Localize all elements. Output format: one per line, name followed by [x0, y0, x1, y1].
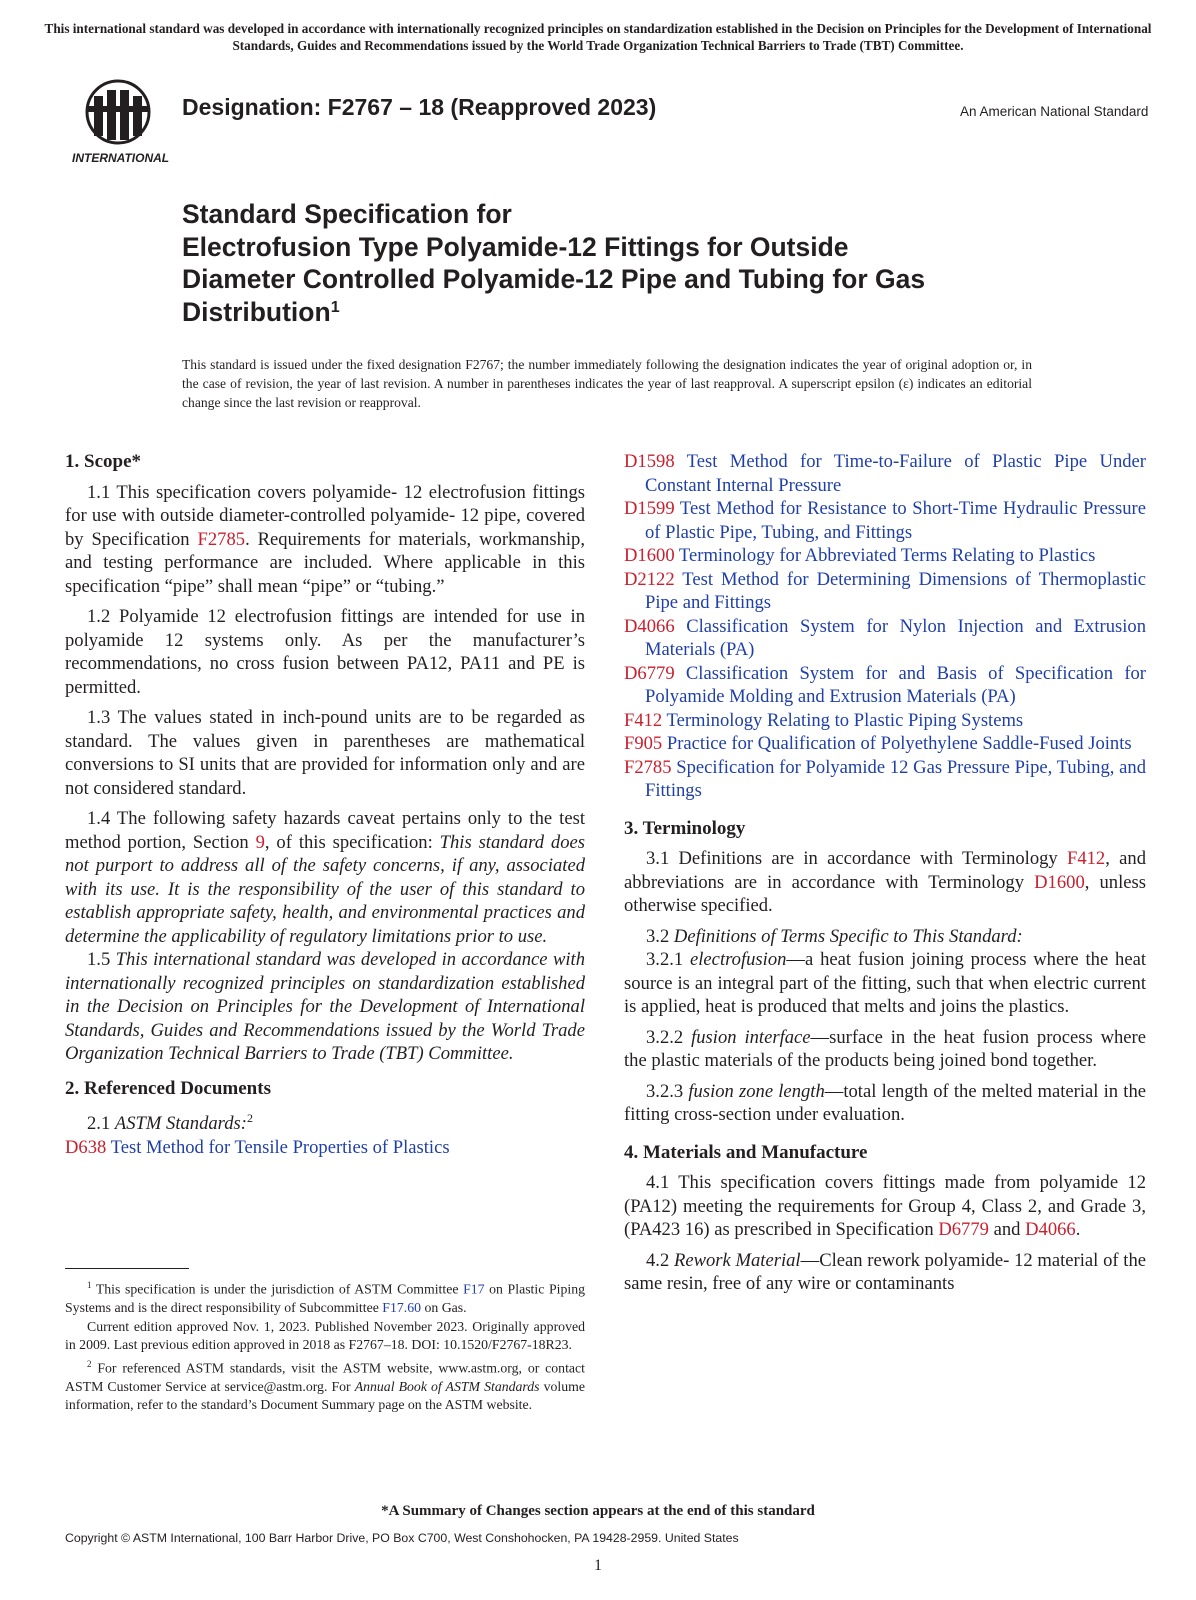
national-standard-label: An American National Standard — [960, 104, 1149, 119]
definition-3-2-2: 3.2.2 fusion interface—surface in the heat fusion process where the plastic materials of the products being joined bond together. — [624, 1026, 1146, 1071]
definition-3-2-1: 3.2.1 electrofusion—a heat fusion joining process where the heat source is an integral part of the fitting, such that when electric current is applied, heat is produced that melts and joins the plastics. — [624, 949, 1146, 1017]
title-footnote-mark: 1 — [330, 298, 340, 316]
section-heading-materials: 4. Materials and Manufacture — [624, 1141, 868, 1163]
ref-link[interactable]: 9 — [255, 831, 265, 853]
ref-item[interactable]: D4066 Classification System for Nylon Injection and Extrusion Materials (PA) — [624, 615, 1146, 660]
definition-3-2-3: 3.2.3 fusion zone length—total length of the melted material in the fitting cross-section under evaluation. — [624, 1080, 1146, 1125]
summary-of-changes-note: *A Summary of Changes section appears at the end of this standard — [381, 1503, 815, 1519]
page-number: 1 — [594, 1557, 602, 1574]
footnote-1: $^1$ This specification is under the jurisdiction of ASTM Committee F17 on Plastic Piping Systems and is the direct responsibility of Subcommittee F17.60 on Gas. — [65, 1280, 585, 1316]
ref-link[interactable]: F17 — [463, 1281, 485, 1297]
section-heading-scope: 1. Scope* — [65, 451, 141, 472]
ref-item[interactable]: F2785 Specification for Polyamide 12 Gas Pressure Pipe, Tubing, and Fittings — [624, 756, 1146, 801]
footnotes — [65, 1276, 585, 1415]
ref-item[interactable]: D2122 Test Method for Determining Dimensions of Thermoplastic Pipe and Fittings — [624, 568, 1146, 613]
paragraph-2-1: 2.1 ASTM Standards:$^2$ — [87, 1111, 253, 1135]
ref-link[interactable]: D1600 — [1034, 871, 1085, 893]
paragraph-1-3: 1.3 The values stated in inch-pound units are to be regarded as standard. The values given in parentheses are mathematical conversions to SI units that are provided for information only and are not considered standard. — [65, 707, 585, 799]
title-line: Standard Specification for — [182, 199, 512, 229]
section-heading-terminology: 3. Terminology — [624, 817, 746, 839]
title-line: Distribution$^1$ — [182, 296, 340, 327]
section-heading-referenced: 2. Referenced Documents — [65, 1077, 271, 1099]
astm-logo — [66, 76, 170, 168]
top-notice: This international standard was developed in accordance with internationally recognized principles on standardization established in the Decision on Principles for the Development of International Standards, Guides and Recommendations issued by the World Trade Organization Technical Barriers to Trade (TBT) Committee. — [44, 21, 1152, 53]
paragraph-3-2: 3.2 Definitions of Terms Specific to This Standard: — [646, 925, 1023, 947]
paragraph-1-4: 1.4 The following safety hazards caveat pertains only to the test method portion, Section 9, of this specification: This standard does not purport to address all of the safety concerns, if any, associated with its use. It is the responsibility of the user of this standard to establish appropriate safety, health, and environmental practices and determine the applicability of regulatory limitations prior to use. — [65, 808, 585, 947]
issue-note: This standard is issued under the fixed designation F2767; the number immediately following the designation indicates the year of original adoption or, in the case of revision, the year of last revision. A number in parentheses indicates the year of last reapproval. A superscript epsilon (ε) indicates an editorial change since the last revision or reapproval. — [182, 357, 1032, 410]
ref-link[interactable]: F2785 — [197, 528, 246, 550]
title-line: Electrofusion Type Polyamide-12 Fittings for Outside — [182, 231, 849, 262]
ref-item[interactable]: F905 Practice for Qualification of Polyethylene Saddle-Fused Joints — [624, 733, 1132, 754]
ref-item[interactable]: F412 Terminology Relating to Plastic Piping Systems — [624, 709, 1024, 731]
footnote-1-edition: Current edition approved Nov. 1, 2023. Published November 2023. Originally approved in 2009. Last previous edition approved in 2018 as F2767–18. DOI: 10.1520/F2767-18R23. — [65, 1318, 585, 1353]
copyright-line: Copyright © ASTM International, 100 Barr Harbor Drive, PO Box C700, West Conshohocken, PA 19428-2959. United States — [65, 1531, 739, 1545]
designation: Designation: F2767 – 18 (Reapproved 2023) — [182, 94, 657, 120]
paragraph-1-1: 1.1 This specification covers polyamide- 12 electrofusion fittings for use with outside diameter-controlled polyamide- 12 pipe, covered by Specification F2785. Requirements for materials, workmanship, and testing performance are included. Where applicable in this specification “pipe” shall mean “pipe” or “tubing.” — [65, 481, 585, 597]
paragraph-4-1: 4.1 This specification covers fittings made from polyamide 12 (PA12) meeting the requirements for Group 4, Class 2, and Grade 3, (PA423 16) as prescribed in Specification D6779 and D4066. — [624, 1172, 1146, 1240]
footnote-divider — [65, 1268, 189, 1269]
ref-link[interactable]: D4066 — [1025, 1219, 1076, 1240]
ref-item[interactable]: D1599 Test Method for Resistance to Short-Time Hydraulic Pressure of Plastic Pipe, Tubing, and Fittings — [624, 498, 1146, 543]
paragraph-3-1: 3.1 Definitions are in accordance with Terminology F412, and abbreviations are in accordance with Terminology D1600, unless otherwise specified. — [624, 848, 1146, 916]
svg-text:INTERNATIONAL: INTERNATIONAL — [72, 151, 170, 165]
left-column — [65, 450, 585, 1159]
ref-item[interactable]: D1598 Test Method for Time-to-Failure of Plastic Pipe Under Constant Internal Pressure — [624, 451, 1146, 496]
ref-link[interactable]: F412 — [1067, 848, 1106, 869]
document-title — [182, 198, 1082, 328]
paragraph-4-2: 4.2 Rework Material—Clean rework polyamide- 12 material of the same resin, free of any wire or contaminants — [624, 1249, 1147, 1294]
ref-link[interactable]: F17.60 — [382, 1300, 422, 1316]
ref-item[interactable]: D638 Test Method for Tensile Properties of Plastics — [65, 1136, 450, 1158]
astm-logo-icon — [66, 76, 170, 168]
right-column — [624, 450, 1146, 1296]
footnote-2: $^2$ For referenced ASTM standards, visit the ASTM website, www.astm.org, or contact ASTM Customer Service at service@astm.org. For Annual Book of ASTM Standards volume information, refer to the standard’s Document Summary page on the ASTM website. — [65, 1358, 585, 1413]
ref-item[interactable]: D6779 Classification System for and Basis of Specification for Polyamide Molding and Extrusion Materials (PA) — [624, 662, 1146, 707]
ref-item[interactable]: D1600 Terminology for Abbreviated Terms Relating to Plastics — [624, 545, 1096, 566]
ref-link[interactable]: D6779 — [938, 1219, 989, 1240]
title-line: Diameter Controlled Polyamide-12 Pipe and Tubing for Gas — [182, 264, 926, 294]
paragraph-1-2: 1.2 Polyamide 12 electrofusion fittings are intended for use in polyamide 12 systems only. As per the manufacturer’s recommendations, no cross fusion between PA12, PA11 and PE is permitted. — [65, 606, 585, 698]
paragraph-1-5: 1.5 This international standard was developed in accordance with internationally recognized principles on standardization established in the Decision on Principles for the Development of International Standards, Guides and Recommendations issued by the World Trade Organization Technical Barriers to Trade (TBT) Committee. — [65, 949, 586, 1064]
